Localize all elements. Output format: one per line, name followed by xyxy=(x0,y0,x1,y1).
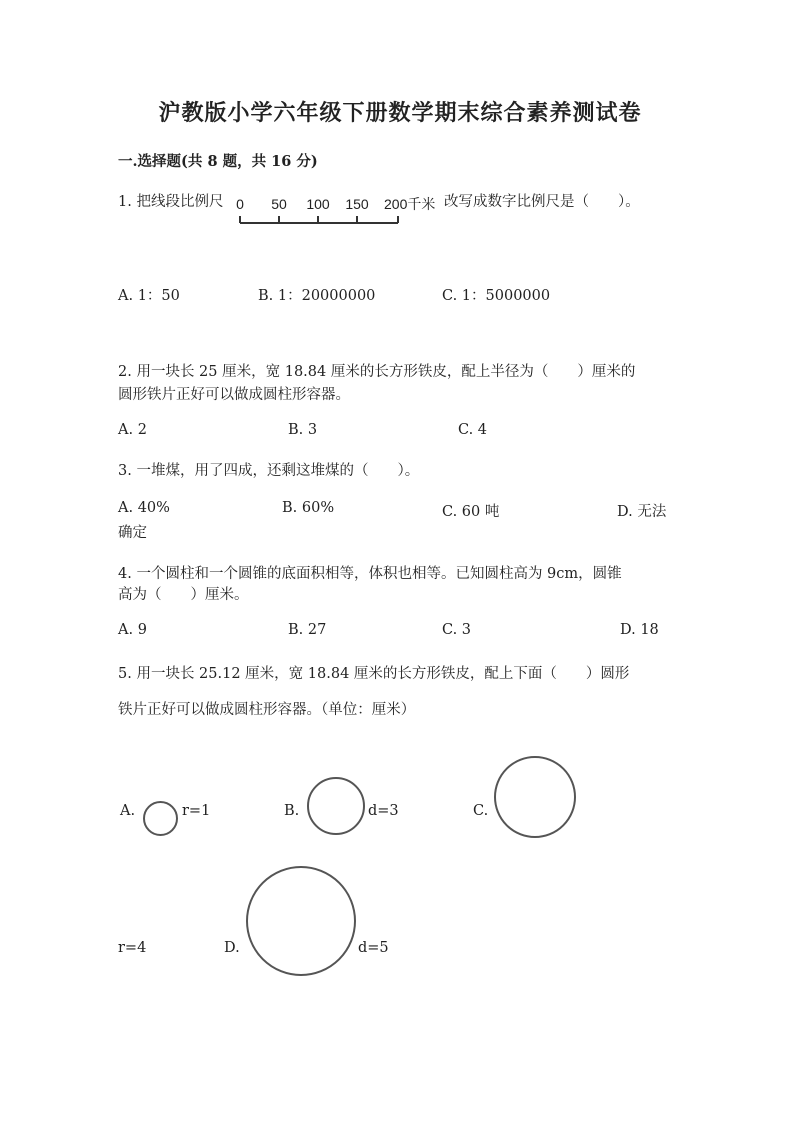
scale-tick-label: 200千米 xyxy=(384,196,436,212)
q4-option-a[interactable]: A. 9 xyxy=(118,622,147,638)
circle-c xyxy=(494,756,576,838)
circle-a xyxy=(143,801,178,836)
question-3-line1: 3. 一堆煤，用了四成，还剩这堆煤的（ ）。 xyxy=(118,463,420,479)
scale-tick-label: 100 xyxy=(306,196,330,212)
question-4-line2: 高为（ ）厘米。 xyxy=(118,587,249,603)
q2-option-c[interactable]: C. 4 xyxy=(458,422,488,438)
circle-b xyxy=(307,777,365,835)
q1-option-a[interactable]: A. 1：50 xyxy=(118,288,180,304)
scale-tick-label: 150 xyxy=(345,196,369,212)
question-2-line1: 2. 用一块长 25 厘米，宽 18.84 厘米的长方形铁皮，配上半径为（ ）厘米的 xyxy=(118,364,636,380)
line-scale-diagram xyxy=(232,192,442,228)
q1-option-c[interactable]: C. 1：5000000 xyxy=(442,288,551,304)
question-1-prefix: 1. 把线段比例尺 xyxy=(118,194,224,210)
q4-option-c[interactable]: C. 3 xyxy=(442,622,472,638)
q3-option-d-wrap: 确定 xyxy=(118,525,147,541)
q5-option-a[interactable]: A. xyxy=(120,803,136,819)
question-2-line2: 圆形铁片正好可以做成圆柱形容器。 xyxy=(118,387,350,403)
question-4-line1: 4. 一个圆柱和一个圆锥的底面积相等，体积也相等。已知圆柱高为 9cm，圆锥 xyxy=(118,566,622,582)
q4-option-b[interactable]: B. 27 xyxy=(288,622,327,638)
q2-option-b[interactable]: B. 3 xyxy=(288,422,318,438)
q5-label-c: r=4 xyxy=(118,940,147,956)
q5-label-a: r=1 xyxy=(182,803,211,819)
q5-label-d: d=5 xyxy=(358,940,389,956)
q1-option-b[interactable]: B. 1：20000000 xyxy=(258,288,376,304)
q5-label-b: d=3 xyxy=(368,803,399,819)
q3-option-d[interactable]: D. 无法 xyxy=(617,504,667,520)
q3-option-b[interactable]: B. 60% xyxy=(282,500,335,516)
question-5-line1: 5. 用一块长 25.12 厘米，宽 18.84 厘米的长方形铁皮，配上下面（ ）圆形 xyxy=(118,666,630,682)
q5-option-b[interactable]: B. xyxy=(284,803,300,819)
page-title: 沪教版小学六年级下册数学期末综合素养测试卷 xyxy=(158,100,642,126)
q5-option-c[interactable]: C. xyxy=(473,803,489,819)
q2-option-a[interactable]: A. 2 xyxy=(118,422,147,438)
q4-option-d[interactable]: D. 18 xyxy=(620,622,659,638)
circle-d xyxy=(246,866,356,976)
q3-option-a[interactable]: A. 40% xyxy=(118,500,170,516)
question-5-line2: 铁片正好可以做成圆柱形容器。（单位：厘米） xyxy=(118,702,416,718)
q3-option-c[interactable]: C. 60 吨 xyxy=(442,504,500,520)
section-heading: 一.选择题(共 8 题，共 16 分) xyxy=(118,153,318,170)
scale-tick-label: 0 xyxy=(236,196,244,212)
scale-tick-label: 50 xyxy=(271,196,287,212)
q5-option-d[interactable]: D. xyxy=(224,940,240,956)
question-1-suffix: 改写成数字比例尺是（ ）。 xyxy=(444,194,640,210)
